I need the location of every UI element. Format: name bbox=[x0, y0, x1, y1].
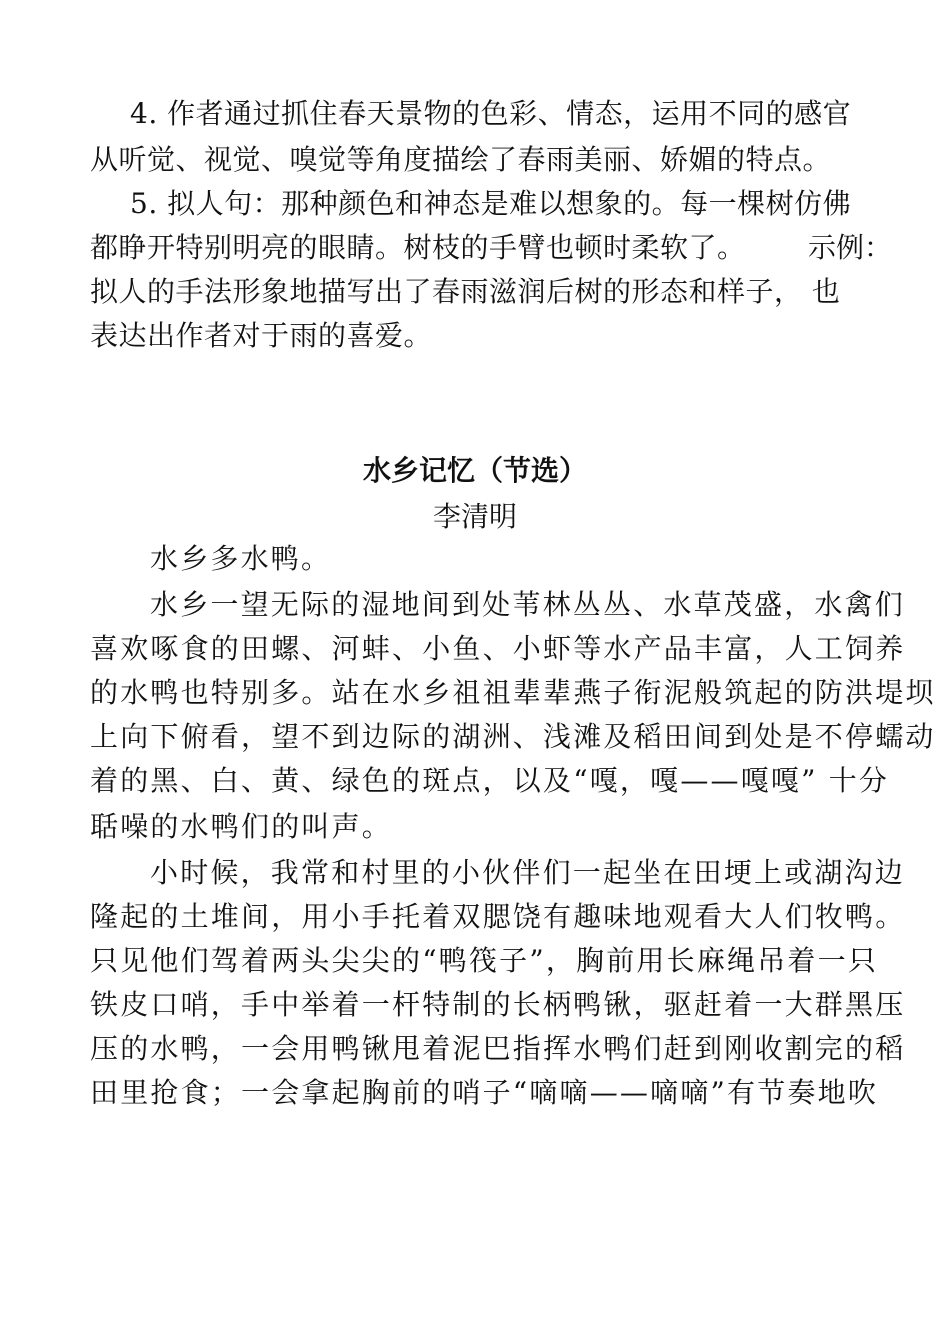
article-line: 铁皮口哨，手中举着一杆特制的长柄鸭锹，驱赶着一大群黑压 bbox=[90, 988, 906, 1021]
answer-5-line-3: 拟人的手法形象地描写出了春雨滋润后树的形态和样子， 也 bbox=[90, 275, 841, 308]
answer-5-line-2: 都睁开特别明亮的眼睛。树枝的手臂也顿时柔软了。 bbox=[90, 231, 746, 264]
answer-4-line-2: 从听觉、视觉、嗅觉等角度描绘了春雨美丽、娇媚的特点。 bbox=[90, 143, 832, 176]
article-line: 聒噪的水鸭们的叫声。 bbox=[90, 810, 393, 843]
article-title: 水乡记忆（节选） bbox=[362, 454, 587, 487]
article-author: 李清明 bbox=[432, 500, 517, 533]
answer-5-example-label: 示例： bbox=[808, 231, 893, 264]
article-line: 隆起的土堆间，用小手托着双腮饶有趣味地观看大人们牧鸭。 bbox=[90, 900, 906, 933]
article-line: 喜欢啄食的田螺、河蚌、小鱼、小虾等水产品丰富，人工饲养 bbox=[90, 632, 906, 665]
article-line: 上向下俯看，望不到边际的湖洲、浅滩及稻田间到处是不停蠕动 bbox=[90, 720, 936, 753]
answer-5-line-4: 表达出作者对于雨的喜爱。 bbox=[90, 319, 433, 352]
answer-5-line-1: 5. 拟人句：那种颜色和神态是难以想象的。每一棵树仿佛 bbox=[130, 187, 852, 220]
article-line: 只见他们驾着两头尖尖的“鸭筏子”，胸前用长麻绳吊着一只 bbox=[90, 944, 879, 977]
article-line: 水乡多水鸭。 bbox=[150, 542, 332, 575]
article-line: 小时候，我常和村里的小伙伴们一起坐在田埂上或湖沟边 bbox=[150, 856, 906, 889]
answer-4-line-1: 4. 作者通过抓住春天景物的色彩、情态，运用不同的感官 bbox=[130, 97, 852, 130]
article-line: 着的黑、白、黄、绿色的斑点，以及“嘎，嘎——嘎嘎” 十分 bbox=[90, 764, 890, 797]
article-line: 的水鸭也特别多。站在水乡祖祖辈辈燕子衔泥般筑起的防洪堤坝 bbox=[90, 676, 936, 709]
article-line: 水乡一望无际的湿地间到处苇林丛丛、水草茂盛，水禽们 bbox=[150, 588, 906, 621]
article-line: 田里抢食；一会拿起胸前的哨子“嘀嘀——嘀嘀”有节奏地吹 bbox=[90, 1076, 879, 1109]
article-line: 压的水鸭，一会用鸭锹甩着泥巴指挥水鸭们赶到刚收割完的稻 bbox=[90, 1032, 906, 1065]
